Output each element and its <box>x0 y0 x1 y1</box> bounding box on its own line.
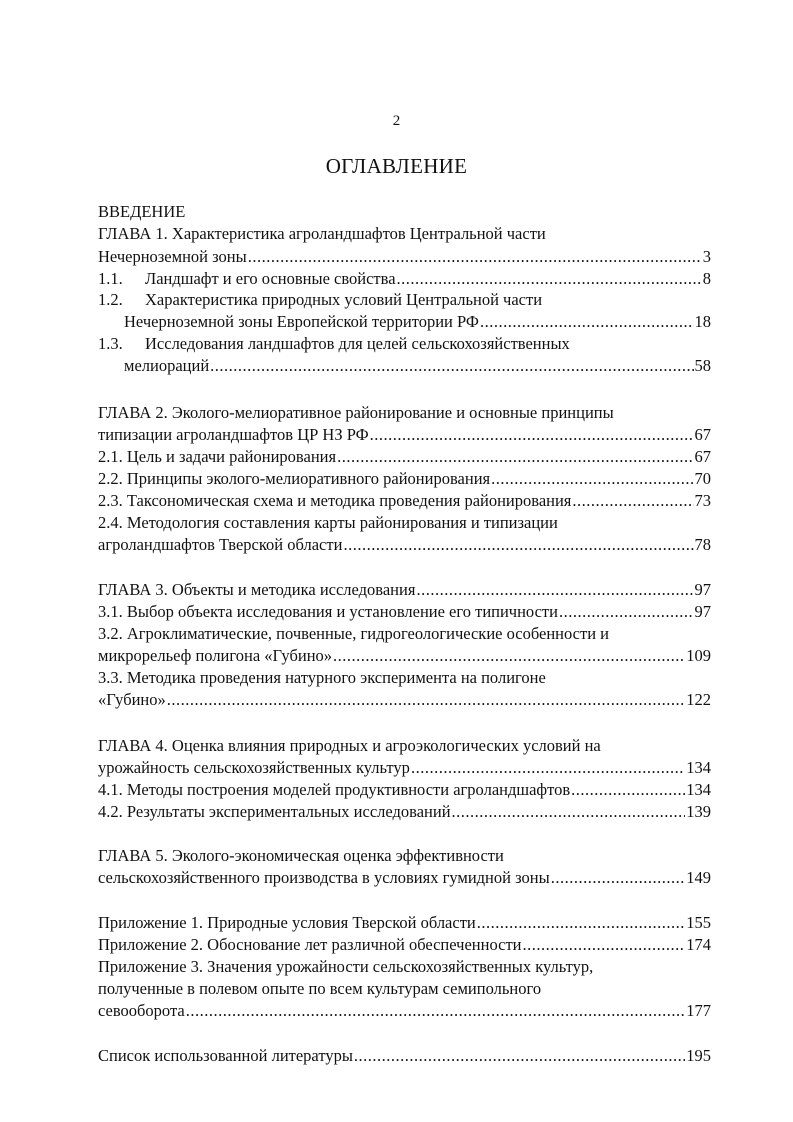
toc-ch3-s2-line2 <box>98 646 711 666</box>
toc-ch1-title-line2 <box>98 247 711 267</box>
toc-ch1-s3-line2 <box>124 356 711 376</box>
toc-ch4-title-line2 <box>98 758 711 778</box>
toc-ch1-title-line1: ГЛАВА 1. Характеристика агроландшафтов Центральной части <box>98 224 546 243</box>
toc-ch1-s3-page: 58 <box>694 356 711 375</box>
toc-ch2-title-line1: ГЛАВА 2. Эколого-мелиоративное районирование и основные принципы <box>98 403 614 422</box>
toc-ch2-s3-text: 2.3. Таксономическая схема и методика проведения районирования <box>98 491 572 510</box>
toc-ch3-s2-line1: 3.2. Агроклиматические, почвенные, гидрогеологические особенности и <box>98 624 609 643</box>
toc-ch1-s3-text2: мелиораций <box>124 356 210 375</box>
toc-appendix-1 <box>98 913 711 933</box>
page-number: 2 <box>392 113 401 129</box>
toc-appendix-3-line2: полученные в полевом опыте по всем культурам семипольного <box>98 979 542 998</box>
toc-ch2-title-text: типизации агроландшафтов ЦР НЗ РФ <box>98 425 369 444</box>
toc-appendix-1-page: 155 <box>686 913 711 932</box>
toc-ch4-title-text: урожайность сельскохозяйственных культур <box>98 758 410 777</box>
toc-ch1-s1 <box>98 269 711 289</box>
toc-ch3-s3-line2 <box>98 690 711 710</box>
toc-references <box>98 1046 711 1066</box>
toc-ch2-s2-page: 70 <box>694 469 711 488</box>
toc-ch1-s2-line1 <box>98 290 542 310</box>
toc-ch2-s3 <box>98 491 711 511</box>
toc-ch5-page: 149 <box>686 868 711 887</box>
toc-ch1-page: 3 <box>702 247 711 266</box>
toc-appendix-3-page: 177 <box>686 1001 711 1020</box>
toc-ch1-s3-text: Исследования ландшафтов для целей сельскохозяйственных <box>145 334 570 353</box>
toc-ch1-s2-text2: Нечерноземной зоны Европейской территории РФ <box>124 312 479 331</box>
toc-ch2-s1-page: 67 <box>694 447 711 466</box>
toc-appendix-2-page: 174 <box>686 935 711 954</box>
toc-ch3-s2-text2: микрорельеф полигона «Губино» <box>98 646 333 665</box>
toc-ch1-s3-num: 1.3. <box>98 334 123 353</box>
toc-ch4-s2-text: 4.2. Результаты экспериментальных исследований <box>98 802 451 821</box>
toc-ch2-s4-line2 <box>98 535 711 555</box>
toc-ch1-s2-page: 18 <box>694 312 711 331</box>
toc-appendix-3-text3: севооборота <box>98 1001 185 1020</box>
toc-ch1-s2-line2 <box>124 312 711 332</box>
toc-references-page: 195 <box>686 1046 711 1065</box>
toc-title: ОГЛАВЛЕНИЕ <box>325 154 468 178</box>
toc-appendix-1-text: Приложение 1. Природные условия Тверской области <box>98 913 476 932</box>
toc-ch5-title-line1: ГЛАВА 5. Эколого-экономическая оценка эффективности <box>98 846 504 865</box>
toc-ch1-s1-text: Ландшафт и его основные свойства <box>145 269 396 288</box>
toc-ch2-title-line2 <box>98 425 711 445</box>
toc-ch3-page: 97 <box>694 580 711 599</box>
toc-ch2-s4-text2: агроландшафтов Тверской области <box>98 535 343 554</box>
toc-ch2-s4-page: 78 <box>694 535 711 554</box>
toc-ch3-s3-text2: «Губино» <box>98 690 166 709</box>
toc-ch4-s2-page: 139 <box>686 802 711 821</box>
toc-ch5-title-line2 <box>98 868 711 888</box>
toc-ch3-s1-page: 97 <box>694 602 711 621</box>
toc-intro: ВВЕДЕНИЕ <box>98 202 186 221</box>
toc-appendix-3-line3 <box>98 1001 711 1021</box>
toc-ch1-s2-text: Характеристика природных условий Центральной части <box>145 290 543 309</box>
toc-ch3-title <box>98 580 711 600</box>
toc-ch3-s1-text: 3.1. Выбор объекта исследования и установление его типичности <box>98 602 558 621</box>
toc-ch1-title-text: Нечерноземной зоны <box>98 247 247 266</box>
toc-ch3-s3-line1: 3.3. Методика проведения натурного эксперимента на полигоне <box>98 668 546 687</box>
toc-appendix-2-text: Приложение 2. Обоснование лет различной обеспеченности <box>98 935 522 954</box>
toc-ch4-s1-text: 4.1. Методы построения моделей продуктивности агроландшафтов <box>98 780 571 799</box>
toc-ch2-s2-text: 2.2. Принципы эколого-мелиоративного районирования <box>98 469 491 488</box>
toc-ch4-title-line1: ГЛАВА 4. Оценка влияния природных и агроэкологических условий на <box>98 736 601 755</box>
toc-ch4-s1-page: 134 <box>686 780 711 799</box>
toc-ch2-s2 <box>98 469 711 489</box>
toc-ch3-s2-page: 109 <box>686 646 711 665</box>
toc-ch1-s1-page: 8 <box>702 269 711 288</box>
toc-ch1-s2-num: 1.2. <box>98 290 123 309</box>
toc-ch4-page: 134 <box>686 758 711 777</box>
toc-ch2-s4-line1: 2.4. Методология составления карты районирования и типизации <box>98 513 558 532</box>
toc-ch3-s1 <box>98 602 711 622</box>
toc-ch2-page: 67 <box>694 425 711 444</box>
toc-ch3-s3-page: 122 <box>686 690 711 709</box>
toc-ch4-s2 <box>98 802 711 822</box>
toc-ch2-s1-text: 2.1. Цель и задачи районирования <box>98 447 337 466</box>
toc-references-text: Список использованной литературы <box>98 1046 353 1065</box>
toc-ch2-s3-page: 73 <box>694 491 711 510</box>
toc-appendix-2 <box>98 935 711 955</box>
toc-ch5-title-text: сельскохозяйственного производства в условиях гумидной зоны <box>98 868 550 887</box>
toc-ch3-title-text: ГЛАВА 3. Объекты и методика исследования <box>98 580 416 599</box>
toc-ch4-s1 <box>98 780 711 800</box>
toc-ch1-s3-line1 <box>98 334 570 354</box>
toc-appendix-3-line1: Приложение 3. Значения урожайности сельскохозяйственных культур, <box>98 957 594 976</box>
toc-ch2-s1 <box>98 447 711 467</box>
toc-ch1-s1-num: 1.1. <box>98 269 123 288</box>
